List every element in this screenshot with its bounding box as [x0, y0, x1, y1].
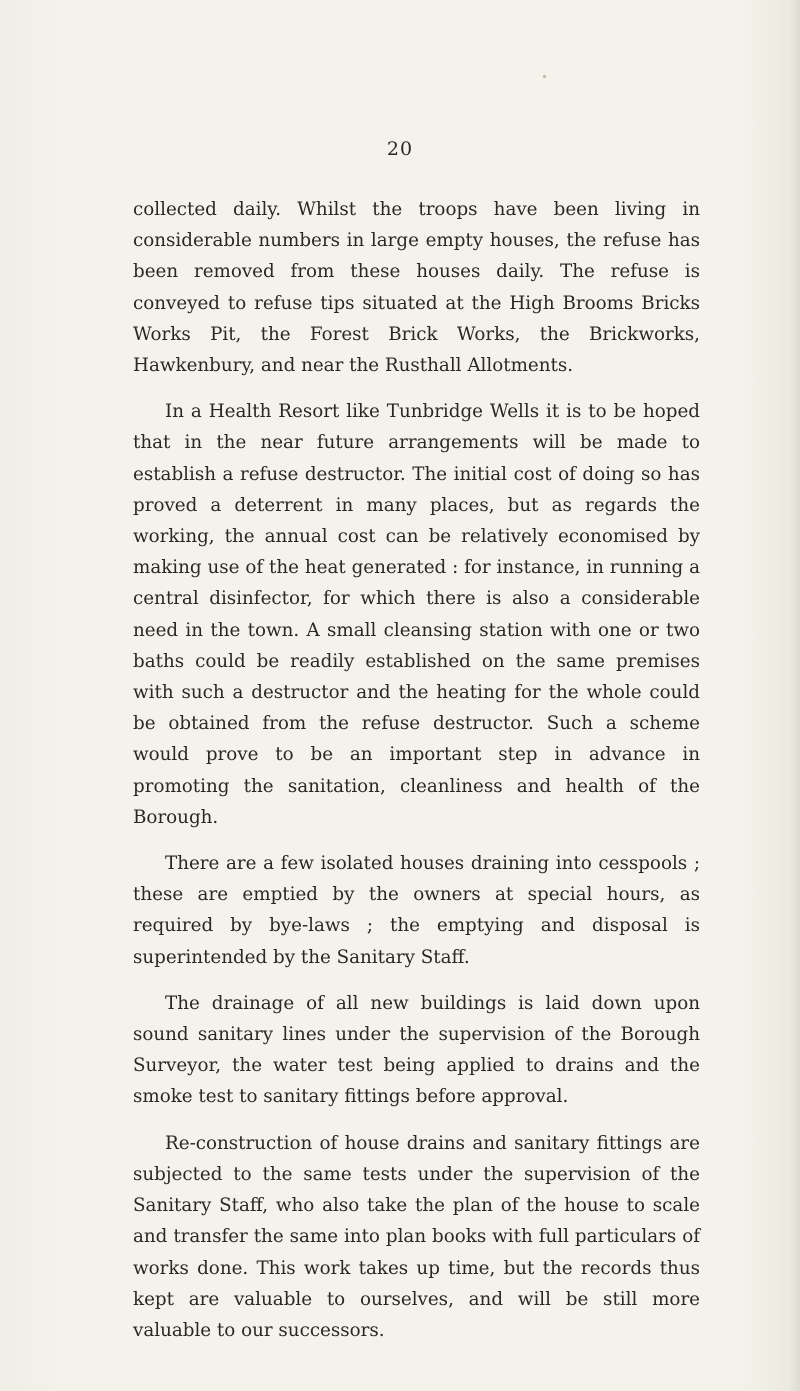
body-text — [133, 194, 700, 1361]
page-edge-shadow — [788, 0, 800, 1391]
paragraph-5: Re-construction of house drains and sanitary fittings are subjected to the same tests under the supervision of the Sanitary Staff, who also take the plan of the house to scale and transfer the same into plan books with full particulars of works done. This work takes up time, but the records thus kept are valuable to ourselves, and will be still more valuable to our successors. — [133, 1132, 700, 1341]
paragraph-3: There are a few isolated houses draining into cesspools ; these are emptied by the owners at special hours, as required by bye-laws ; the emptying and disposal is superintended by the Sanitary Staff. — [133, 853, 700, 968]
paragraph-2: In a Health Resort like Tunbridge Wells it is to be hoped that in the near future arrangements will be made to establish a refuse destructor. The initial cost of doing so has proved a deterrent in many places, but as regards the working, the annual cost can be relatively economised by making use of the heat generated : for instance, in running a central disinfector, for which there is also a considerable need in the town. A small cleansing station with one or two baths could be readily established on the same premises with such a destructor and the heating for the whole could be obtained from the refuse destructor. Such a scheme would prove to be an important step in advance in promoting the sanitation, cleanliness and health of the Borough. — [133, 401, 700, 828]
paragraph-4: The drainage of all new buildings is laid down upon sound sanitary lines under the supervision of the Borough Surveyor, the water test being applied to drains and the smoke test to sanitary fittings before approval. — [133, 992, 700, 1108]
paragraph-1: collected daily. Whilst the troops have been living in considerable numbers in large empty houses, the refuse has been removed from these houses daily. The refuse is conveyed to refuse tips situated at the High Brooms Bricks Works Pit, the Forest Brick Works, the Brickworks, Hawkenbury, and near the Rusthall Allotments. — [133, 199, 700, 377]
page-number: 20 — [386, 138, 414, 160]
paper-speck — [543, 75, 546, 78]
